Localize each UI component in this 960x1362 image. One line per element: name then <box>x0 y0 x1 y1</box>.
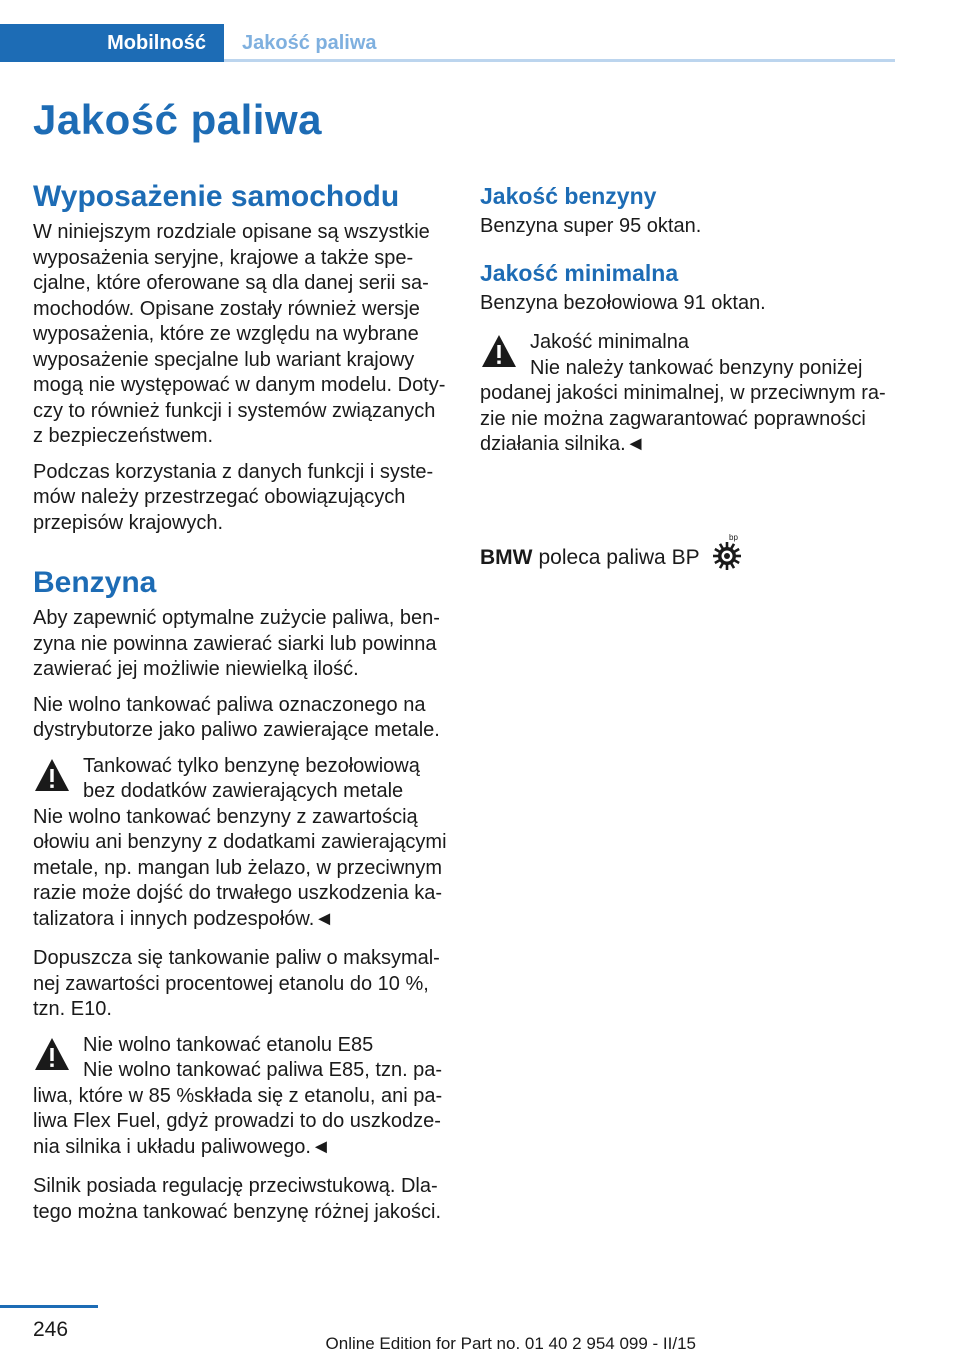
breadcrumb: Jakość paliwa <box>242 32 377 54</box>
section-tab-mobilnosc <box>0 24 224 62</box>
warning-minimum-quality <box>480 330 895 458</box>
paragraph-91-oktan: Benzyna bezołowiowa 91 oktan. <box>480 291 766 314</box>
paragraph-ethanol: Dopuszcza się tankowanie paliw o maksymal- nej zawartości procentowej etanolu do 10 %, tzn. E10. <box>33 947 440 1020</box>
footer-rule <box>0 1305 98 1308</box>
warning-unleaded <box>33 754 448 933</box>
paragraph-super95: Benzyna super 95 oktan. <box>480 215 702 237</box>
running-header <box>0 24 895 62</box>
bp-logo-label: bp <box>728 533 738 542</box>
left-column <box>33 180 448 1235</box>
warning-text: liwa, które w 85 %składa się z etanolu, ani pa- liwa Flex Fuel, gdyż prowadzi to do uszkodze- nia silnika i układu paliwowego.◄ <box>33 1084 443 1158</box>
warning-title: Nie wolno tankować etanolu E85 <box>83 1033 374 1056</box>
heading-wyposazenie: Wyposażenie samochodu <box>33 180 400 213</box>
heading-benzyna: Benzyna <box>33 566 157 599</box>
paragraph-benzyna-1: Aby zapewnić optymalne zużycie paliwa, ben- zyna nie powinna zawierać siarki lub powinna zawierać jej możliwie niewielką ilość. <box>33 607 440 680</box>
warning-text-first-line: Nie należy tankować benzyny poniżej <box>530 356 863 379</box>
warning-title: Tankować tylko benzynę bezołowiową bez dodatków zawierających metale <box>83 754 420 802</box>
warning-text: podanej jakości minimalnej, w przeciwnym ra- zie nie można zagwarantować poprawności działania silnika.◄ <box>480 382 886 455</box>
warning-text-first-line: Nie wolno tankować paliwa E85, tzn. pa- <box>83 1059 443 1081</box>
warning-title: Jakość minimalna <box>530 331 689 353</box>
bp-recommendation-text: poleca paliwa BP <box>538 546 700 569</box>
page-title: Jakość paliwa <box>33 96 322 143</box>
warning-triangle-icon <box>33 756 71 794</box>
heading-jakosc-benzyny: Jakość benzyny <box>480 183 657 209</box>
bp-helios-logo-icon <box>710 532 744 572</box>
edition-footer: Online Edition for Part no. 01 40 2 954 099 - II/15 <box>325 1334 696 1353</box>
paragraph-benzyna-2: Nie wolno tankować paliwa oznaczonego na dystrybutorze jako paliwo zawierające metale. <box>33 693 440 741</box>
bp-recommendation <box>480 533 744 578</box>
heading-jakosc-minimalna: Jakość minimalna <box>480 259 679 286</box>
warning-e85 <box>33 1033 448 1161</box>
bmw-brand: BMW <box>480 546 533 569</box>
right-column <box>480 183 895 468</box>
section-tab-label: Mobilność <box>107 31 206 54</box>
paragraph-knock-control: Silnik posiada regulację przeciwstukową. Dla- tego można tankować benzynę różnej jakości. <box>33 1175 442 1223</box>
warning-triangle-icon <box>480 332 518 370</box>
paragraph-wyposazenie-1: W niniejszym rozdziale opisane są wszystkie wyposażenia seryjne, krajowe a także spe- cjalne, które oferowane są dla danej serii sa- mochodów. Opisane zostały również wersje wyposażenia, które ze względu na wybrane wyposażenie specjalne lub wariant krajowy mogą nie występować w danym modelu. Doty- czy to również funkcji i systemów związanych z bezpieczeństwem. <box>33 221 446 447</box>
paragraph-wyposazenie-2: Podczas korzystania z danych funkcji i syste- mów należy przestrzegać obowiązujących przepisów krajowych. <box>33 460 434 534</box>
page-number: 246 <box>33 1318 69 1341</box>
warning-triangle-icon <box>33 1035 71 1073</box>
warning-text: Nie wolno tankować benzyny z zawartością ołowiu ani benzyny z dodatkami zawierającymi metale, np. mangan lub żelazo, w przeciwnym razie może dojść do trwałego uszkodzenia ka- talizatora i innych podzespołów.◄ <box>33 805 447 930</box>
header-rule <box>224 59 895 62</box>
